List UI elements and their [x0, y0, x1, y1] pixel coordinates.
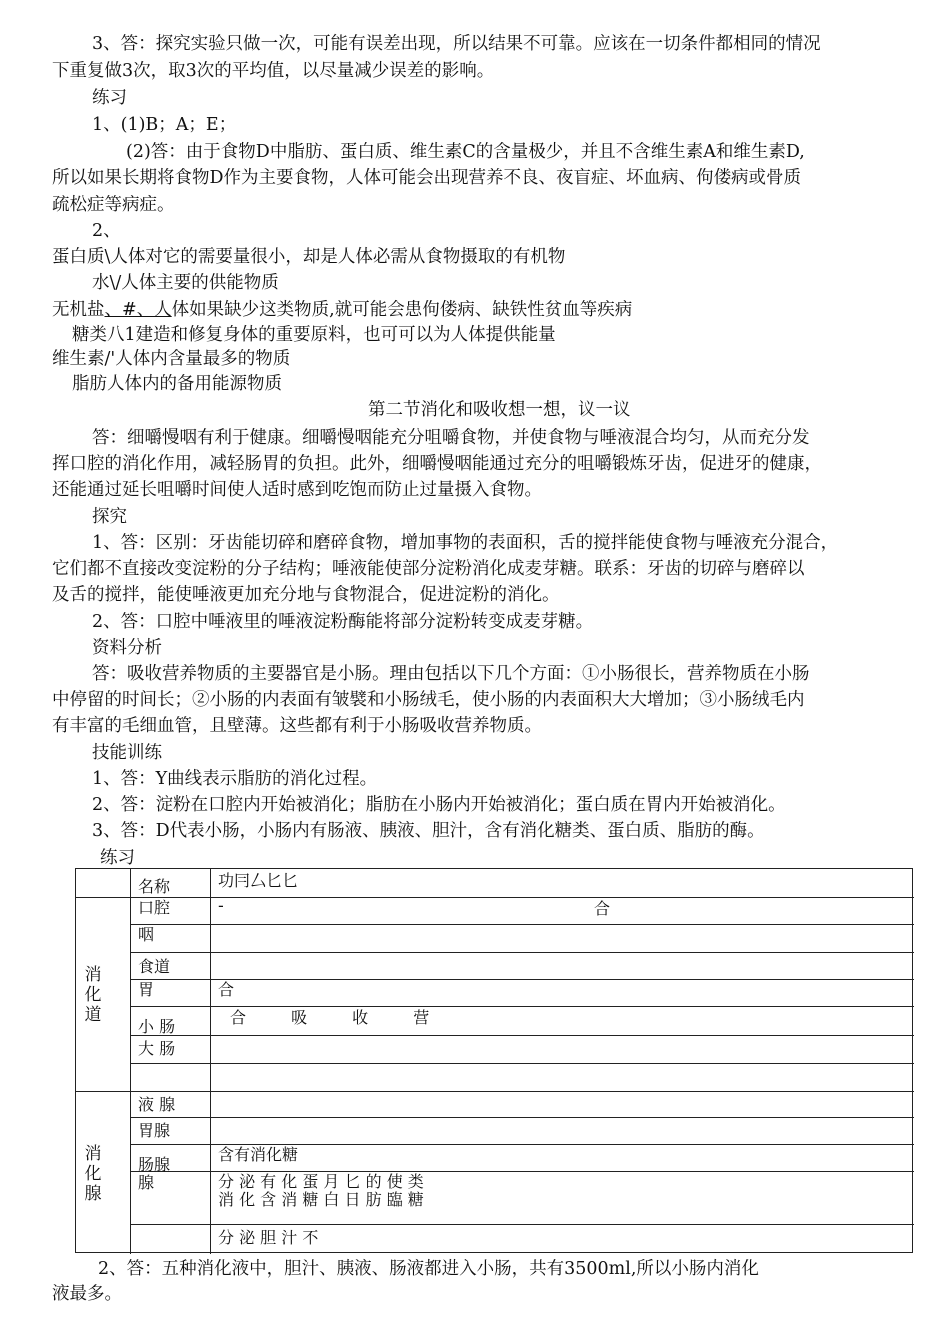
text-line: 蛋白质\人体对它的需要量很小，却是人体必需从食物摄取的有机物 [52, 247, 566, 267]
organ-intestinal-gland: 肠腺 [138, 1155, 171, 1174]
text-line [52, 298, 942, 322]
text-line: 疏松症等病症。 [52, 195, 175, 215]
text-line: 维生素/'人体内含量最多的物质 [52, 349, 291, 369]
organ-pharynx: 咽 [138, 925, 155, 944]
section-heading: 资料分析 [92, 638, 162, 658]
organ-stomach: 胃 [138, 980, 155, 999]
func-small-intestine: 合 吸 收 营 [230, 1008, 436, 1027]
section-heading: 练习 [100, 848, 135, 868]
func-mouth-mark: - [218, 896, 224, 915]
section-heading: 探究 [92, 507, 127, 527]
text-line: (2)答：由于食物D中脂肪、蛋白质、维生素C的含量极少，并且不含维生素A和维生素D, [126, 142, 805, 162]
text-line: 挥口腔的消化作用，减轻肠胃的负担。此外，细嚼慢咽能通过充分的咀嚼锻炼牙齿，促进牙的健康， [52, 454, 822, 474]
col-divider [210, 869, 211, 1254]
row-divider [130, 1063, 914, 1064]
text-line: 所以如果长期将食物D作为主要食物，人体可能会出现营养不良、夜盲症、坏血病、佝偻病或骨质 [52, 168, 802, 188]
text-line: 脂肪人体内的备用能源物质 [72, 374, 282, 394]
text-line: 它们都不直接改变淀粉的分子结构；唾液能使部分淀粉消化成麦芽糖。联系：牙齿的切碎与磨碎以 [52, 559, 805, 579]
section-title: 第二节消化和吸收想一想，议一议 [368, 400, 631, 420]
text-line: 2、 [92, 221, 121, 241]
text-line: 及舌的搅拌，能使唾液更加充分地与食物混合，促进淀粉的消化。 [52, 585, 560, 605]
row-divider [130, 979, 914, 980]
row-divider [130, 1224, 914, 1225]
text-line: 答：细嚼慢咽有利于健康。细嚼慢咽能充分咀嚼食物，并使食物与唾液混合均匀，从而充分发 [92, 428, 810, 448]
text-line: 2、答：口腔中唾液里的唾液淀粉酶能将部分淀粉转变成麦芽糖。 [92, 612, 594, 632]
func-gland-line2: 消 化 含 消 糖 白 日 肪 臨 糖 [218, 1190, 424, 1209]
func-stomach: 合 [218, 980, 235, 999]
text-line: 1、(1)B；A；E； [92, 115, 237, 135]
group-label-digestive-gland: 消 化 腺 [84, 1144, 102, 1204]
func-gland-line1: 分 泌 有 化 蛋 月 匕 的 使 类 [218, 1172, 424, 1191]
row-divider [76, 897, 914, 898]
func-bottom: 分 泌 胆 汁 不 [218, 1228, 319, 1247]
text-line: 答：吸收营养物质的主要器官是小肠。理由包括以下几个方面：①小肠很长，营养物质在小肠 [92, 664, 810, 684]
row-divider [130, 1006, 914, 1007]
underlined-span: 、#、人 [104, 300, 172, 320]
group-divider [76, 1091, 914, 1092]
text-line: 还能通过延长咀嚼时间使人适时感到吃饱而防止过量摄入食物。 [52, 480, 542, 500]
text-line: 3、答：探究实验只做一次，可能有误差出现，所以结果不可靠。应该在一切条件都相同的情况 [92, 34, 821, 54]
text-line: 2、答：五种消化液中，胆汁、胰液、肠液都进入小肠，共有3500ml,所以小肠内消化 [98, 1259, 759, 1279]
section-heading: 练习 [92, 88, 127, 108]
text-line: 1、答：Y曲线表示脂肪的消化过程。 [92, 769, 378, 789]
text-span: 体如果缺少这类物质,就可能会患佝偻病、缺铁性贫血等疾病 [171, 300, 633, 320]
text-line: 2、答：淀粉在口腔内开始被消化；脂肪在小肠内开始被消化；蛋白质在胃内开始被消化。 [92, 795, 786, 815]
text-line: 液最多。 [52, 1284, 122, 1304]
organ-large-intestine: 大 肠 [138, 1039, 176, 1058]
row-divider [130, 1117, 914, 1118]
text-line: 下重复做3次，取3次的平均值，以尽量减少误差的影响。 [52, 61, 495, 81]
text-line: 有丰富的毛细血管，且壁薄。这些都有利于小肠吸收营养物质。 [52, 716, 542, 736]
func-intestinal-gland: 含有消化糖 [218, 1145, 299, 1164]
text-span: 无机盐 [52, 300, 105, 320]
section-heading: 技能训练 [92, 743, 162, 763]
text-line: 糖类八1建造和修复身体的重要原料，也可可以为人体提供能量 [72, 325, 556, 345]
text-line: 中停留的时间长；②小肠的内表面有皱襞和小肠绒毛，使小肠的内表面积大大增加；③小肠绒毛内 [52, 690, 805, 710]
header-name: 名称 [138, 877, 171, 896]
row-divider [130, 1035, 914, 1036]
header-function: 功冃厶匕匕 [218, 871, 299, 890]
row-divider [130, 924, 914, 925]
organ-liquid-gland: 液 腺 [138, 1095, 176, 1114]
organ-esophagus: 食道 [138, 957, 171, 976]
organ-gland: 腺 [138, 1173, 155, 1192]
organ-mouth: 口腔 [138, 898, 171, 917]
col-divider [130, 869, 131, 1254]
func-mouth: 合 [594, 899, 611, 918]
organ-small-intestine: 小 肠 [138, 1017, 176, 1036]
group-label-digestive-tract: 消 化 道 [84, 965, 102, 1025]
organ-gastric-gland: 胃腺 [138, 1121, 171, 1140]
text-line: 3、答：D代表小肠，小肠内有肠液、胰液、胆汁，含有消化糖类、蛋白质、脂肪的酶。 [92, 821, 765, 841]
row-divider [130, 952, 914, 953]
digestive-system-table [75, 868, 913, 1253]
text-line: 水\/人体主要的供能物质 [92, 273, 279, 293]
text-line: 1、答：区别：牙齿能切碎和磨碎食物，增加事物的表面积，舌的搅拌能使食物与唾液充分混合， [92, 533, 839, 553]
